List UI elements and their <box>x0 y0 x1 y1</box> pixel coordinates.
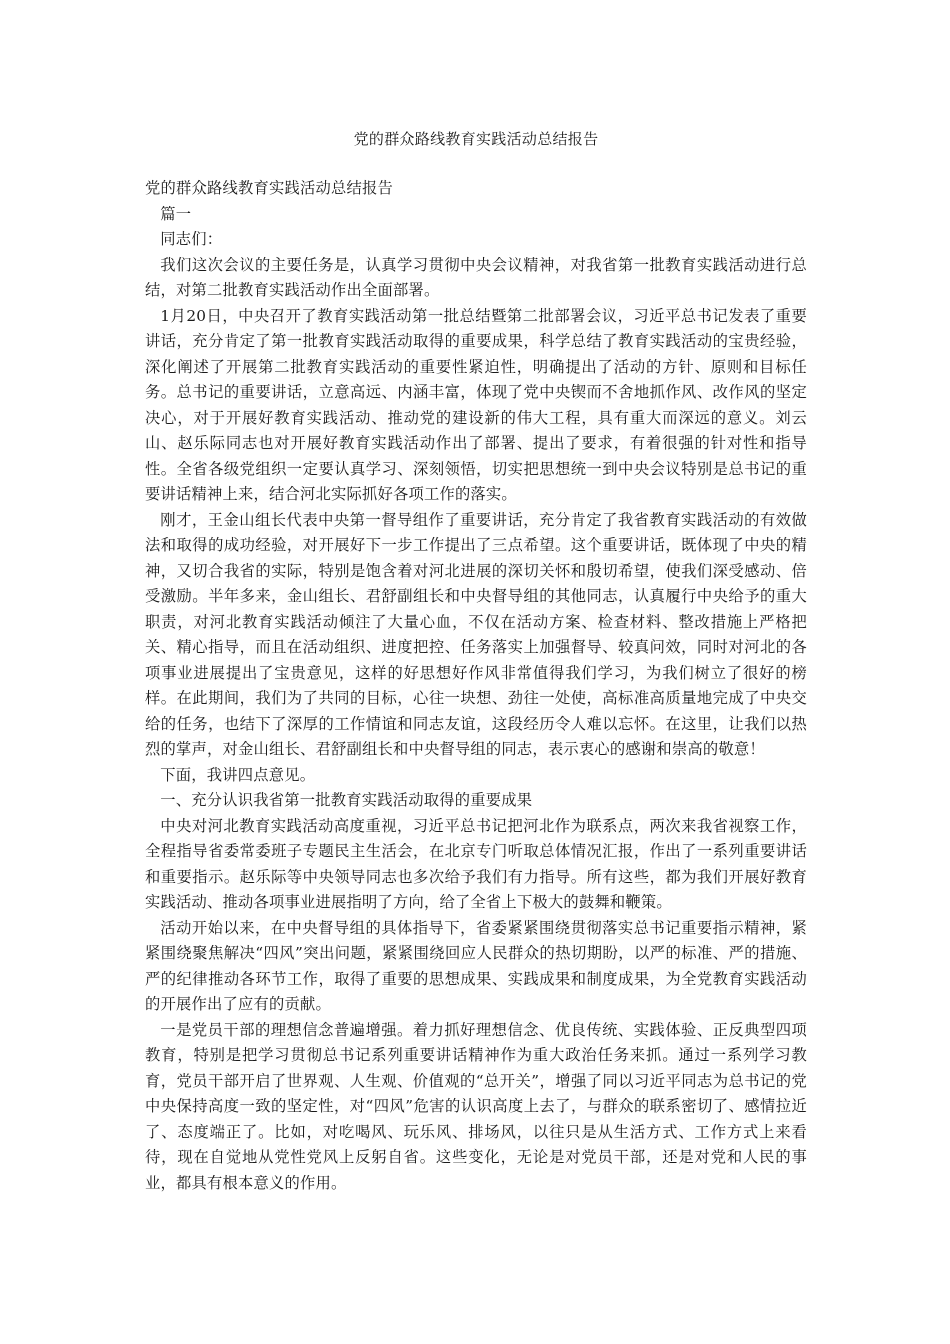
paragraph: 一是党员干部的理想信念普遍增强。着力抓好理想信念、优良传统、实践体验、正反典型四项教育，特别是把学习贯彻总书记系列重要讲话精神作为重大政治任务来抓。通过一系列学习教育，党员干部开启了世界观、人生观、价值观的“总开关”，增强了同以习近平同志为总书记的党中央保持高度一致的坚定性，对“四风”危害的认识高度上去了，与群众的联系密切了、感情拉近了、态度端正了。比如，对吃喝风、玩乐风、排场风，以往只是从生活方式、工作方式上来看待，现在自觉地从党性党风上反躬自省。这些变化，无论是对党员干部，还是对党和人民的事业，都具有根本意义的作用。 <box>145 1020 807 1192</box>
paragraph: 活动开始以来，在中央督导组的具体指导下，省委紧紧围绕贯彻落实总书记重要指示精神，紧紧围绕聚焦解决“四风”突出问题，紧紧围绕回应人民群众的热切期盼，以严的标准、严的措施、严的纪律推动各环节工作，取得了重要的思想成果、实践成果和制度成果，为全党教育实践活动的开展作出了应有的贡献。 <box>145 918 807 1013</box>
section-heading: 一、充分认识我省第一批教育实践活动取得的重要成果 <box>160 791 533 809</box>
salutation: 同志们： <box>160 230 223 248</box>
section-label: 篇一 <box>160 204 192 223</box>
paragraph: 1月20日，中央召开了教育实践活动第一批总结暨第二批部署会议，习近平总书记发表了重要讲话，充分肯定了第一批教育实践活动取得的重要成果，科学总结了教育实践活动的宝贵经验，深化阐述了开展第二批教育实践活动的重要性紧迫性，明确提出了活动的方针、原则和目标任务。总书记的重要讲话，立意高远、内涵丰富，体现了党中央锲而不舍地抓作风、改作风的坚定决心，对于开展好教育实践活动、推动党的建设新的伟大工程，具有重大而深远的意义。刘云山、赵乐际同志也对开展好教育实践活动作出了部署、提出了要求，有着很强的针对性和指导性。全省各级党组织一定要认真学习、深刻领悟，切实把思想统一到中央会议特别是总书记的重要讲话精神上来，结合河北实际抓好各项工作的落实。 <box>145 306 807 503</box>
document-body <box>145 176 807 1196</box>
paragraph: 中央对河北教育实践活动高度重视，习近平总书记把河北作为联系点，两次来我省视察工作，全程指导省委常委班子专题民主生活会，在北京专门听取总体情况汇报，作出了一系列重要讲话和重要指示。赵乐际等中央领导同志也多次给予我们有力指导。所有这些，都为我们开展好教育实践活动、推动各项事业进展指明了方向，给了全省上下极大的鼓舞和鞭策。 <box>145 816 807 911</box>
paragraph: 我们这次会议的主要任务是，认真学习贯彻中央会议精神，对我省第一批教育实践活动进行总结，对第二批教育实践活动作出全面部署。 <box>145 255 807 299</box>
document-title: 党的群众路线教育实践活动总结报告 <box>353 130 599 148</box>
paragraph: 刚才，王金山组长代表中央第一督导组作了重要讲话，充分肯定了我省教育实践活动的有效做法和取得的成功经验，对开展好下一步工作提出了三点希望。这个重要讲话，既体现了中央的精神，又切合我省的实际，特别是饱含着对河北进展的深切关怀和殷切希望，使我们深受感动、倍受激励。半年多来，金山组长、君舒副组长和中央督导组的其他同志，认真履行中央给予的重大职责，对河北教育实践活动倾注了大量心血，不仅在活动方案、检查材料、整改措施上严格把关、精心指导，而且在活动组织、进度把控、任务落实上加强督导、较真问效，同时对河北的各项事业进展提出了宝贵意见，这样的好思想好作风非常值得我们学习，为我们树立了很好的榜样。在此期间，我们为了共同的目标，心往一块想、劲往一处使，高标准高质量地完成了中央交给的任务，也结下了深厚的工作情谊和同志友谊，这段经历令人难以忘怀。在这里，让我们以热烈的掌声，对金山组长、君舒副组长和中央督导组的同志，表示衷心的感谢和崇高的敬意！ <box>145 510 807 758</box>
document-subtitle: 党的群众路线教育实践活动总结报告 <box>145 179 393 197</box>
paragraph: 下面，我讲四点意见。 <box>160 765 316 784</box>
